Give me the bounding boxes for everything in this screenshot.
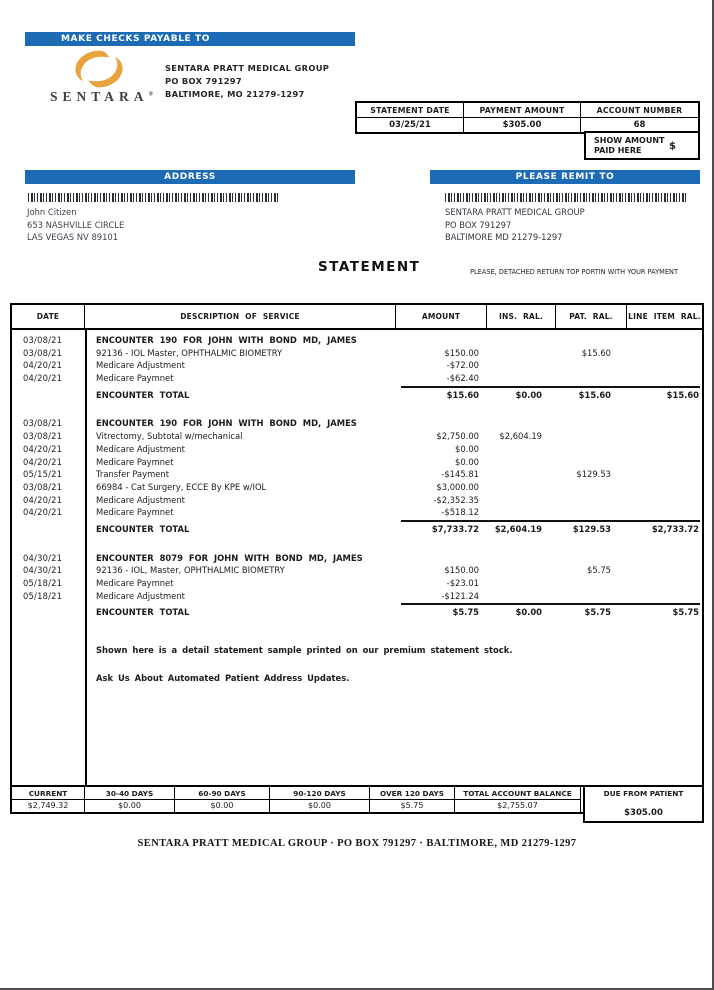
cell-amount: $0.00: [455, 443, 479, 454]
cell-desc: Medicare Adjustment: [96, 590, 185, 601]
cell-ins: $0.00: [515, 389, 542, 400]
account-number-value: 68: [633, 120, 646, 130]
cell-amount: $3,000.00: [436, 481, 479, 492]
table-row: [12, 443, 702, 456]
cell-desc: Medicare Paymnet: [96, 456, 174, 467]
aging-current: CURRENT $2,749.32: [12, 787, 85, 812]
cell-desc: 92136 - IOL, Master, OPHTHALMIC BIOMETRY: [96, 565, 285, 576]
col-header-line-item-bal: LINE ITEM RAL.: [628, 312, 701, 321]
cell-amount: $150.00: [444, 347, 479, 358]
cell-ins: [487, 417, 556, 430]
show-amount-paid-field[interactable]: [584, 131, 700, 160]
cell-desc: ENCOUNTER TOTAL: [96, 607, 190, 618]
payable-line: BALTIMORE, MO 21279-1297: [165, 89, 305, 99]
cell-line: [627, 359, 702, 372]
cell-desc: Medicare Adjustment: [96, 443, 185, 454]
footer-address-line: SENTARA PRATT MEDICAL GROUP · PO BOX 791297 · BALTIMORE, MD 21279-1297: [137, 838, 577, 849]
col-header-description: DESCRIPTION OF SERVICE: [85, 305, 396, 328]
table-row: [12, 481, 702, 494]
cell-ins: [487, 577, 556, 590]
account-number-cell: [581, 103, 698, 132]
statement-date-label: STATEMENT DATE: [357, 103, 463, 118]
remit-pobox: PO BOX 791297: [445, 219, 512, 230]
postal-barcode: [28, 193, 280, 202]
cell-pat: [556, 372, 627, 385]
table-row: [12, 606, 702, 619]
service-table-header: [10, 303, 704, 330]
statement-info-table: [355, 101, 700, 134]
encounter-blocks: [12, 334, 702, 619]
table-row: [12, 564, 702, 577]
due-from-patient-value: $305.00: [624, 808, 663, 818]
payable-to-address: [165, 62, 329, 101]
aging-60-90: 60-90 DAYS $0.00: [175, 787, 270, 812]
statement-title: STATEMENT: [318, 259, 421, 275]
postal-barcode: [445, 193, 687, 202]
table-row: [12, 417, 702, 430]
cell-line: [627, 334, 702, 347]
cell-date: 03/08/21: [23, 335, 63, 345]
cell-date: [12, 606, 85, 619]
table-row: [12, 577, 702, 590]
cell-pat: [556, 359, 627, 372]
payable-line: PO BOX 791297: [165, 76, 242, 86]
cell-line: [627, 468, 702, 481]
cell-date: 04/20/21: [23, 507, 63, 518]
cell-date: 03/08/21: [23, 418, 63, 429]
cell-amount: $15.60: [446, 389, 479, 400]
cell-date: 04/30/21: [23, 565, 63, 576]
encounter-total-rule: [401, 386, 700, 388]
cell-amount: $150.00: [444, 565, 479, 576]
col-header-date: DATE: [12, 305, 85, 328]
cell-pat: [556, 456, 627, 469]
recipient-name: John Citizen: [27, 207, 77, 217]
cell-line: [627, 506, 702, 519]
cell-desc: ENCOUNTER 8079 FOR JOHN WITH BOND MD, JAMES: [96, 552, 363, 563]
cell-pat: $15.60: [578, 389, 611, 400]
cell-date: 04/20/21: [23, 443, 63, 454]
make-checks-payable-bar: MAKE CHECKS PAYABLE TO: [25, 32, 355, 46]
cell-pat: [556, 552, 627, 565]
cell-pat: $5.75: [584, 607, 611, 618]
aging-total-account-balance: TOTAL ACCOUNT BALANCE $2,755.07: [455, 787, 581, 812]
cell-line: [627, 564, 702, 577]
cell-pat: [556, 334, 627, 347]
cell-ins: [487, 359, 556, 372]
currency-symbol: $: [669, 141, 676, 152]
payment-amount-cell: [464, 103, 581, 132]
account-number-label: ACCOUNT NUMBER: [581, 103, 698, 118]
cell-ins: [487, 494, 556, 507]
cell-ins: $2,604.19: [494, 523, 542, 534]
remit-to-address: [445, 206, 585, 244]
cell-ins: [487, 443, 556, 456]
cell-pat: [556, 506, 627, 519]
cell-desc: Medicare Adjustment: [96, 494, 185, 505]
please-remit-to-bar: PLEASE REMIT TO: [430, 170, 700, 184]
sentara-logo-wordmark: [50, 89, 153, 105]
table-row: [12, 506, 702, 519]
cell-amount: -$2,352.35: [433, 494, 479, 505]
table-row: [12, 552, 702, 565]
cell-pat: [556, 590, 627, 603]
cell-amount: $5.75: [452, 607, 479, 618]
cell-date: [12, 389, 85, 402]
col-header-amount: AMOUNT: [396, 305, 487, 328]
cell-date: 04/30/21: [23, 552, 63, 563]
cell-line: [627, 494, 702, 507]
cell-amount: -$62.40: [446, 373, 479, 384]
cell-date: 03/08/21: [23, 347, 63, 358]
remit-city: BALTIMORE MD 21279-1297: [445, 232, 563, 243]
cell-line: [627, 372, 702, 385]
cell-ins: [487, 506, 556, 519]
table-row: [12, 347, 702, 360]
table-row: [12, 494, 702, 507]
cell-desc: 66984 - Cat Surgery, ECCE By KPE w/IOL: [96, 481, 267, 492]
cell-ins: [487, 564, 556, 577]
table-row: [12, 372, 702, 385]
cell-line: [627, 481, 702, 494]
cell-amount: -$72.00: [446, 360, 479, 371]
cell-desc: Vitrectomy, Subtotal w/mechanical: [96, 431, 243, 442]
cell-date: 04/20/21: [23, 360, 63, 371]
cell-desc: ENCOUNTER TOTAL: [96, 389, 190, 400]
table-row: [12, 590, 702, 603]
cell-date: [12, 523, 85, 536]
cell-ins: $0.00: [515, 607, 542, 618]
cell-line: $15.60: [666, 389, 699, 400]
cell-amount: -$145.81: [441, 469, 479, 480]
cell-pat: [556, 430, 627, 443]
cell-desc: ENCOUNTER TOTAL: [96, 523, 190, 534]
cell-pat: $129.53: [576, 469, 611, 480]
sentara-swirl-icon: [70, 48, 128, 90]
cell-ins: [487, 590, 556, 603]
aging-90-120: 90-120 DAYS $0.00: [270, 787, 370, 812]
cell-ins: [487, 481, 556, 494]
cell-line: [627, 590, 702, 603]
address-bar: ADDRESS: [25, 170, 355, 184]
cell-pat: $15.60: [581, 347, 611, 358]
table-row: [12, 456, 702, 469]
cell-ins: [487, 334, 556, 347]
cell-line: [627, 577, 702, 590]
cell-desc: Medicare Adjustment: [96, 360, 185, 371]
cell-amount: $2,750.00: [436, 431, 479, 442]
cell-line: [627, 552, 702, 565]
show-amount-label: SHOW AMOUNT PAID HERE: [594, 136, 665, 155]
encounter-block: [12, 334, 702, 401]
cell-desc: 92136 - IOL Master, OPHTHALMIC BIOMETRY: [96, 347, 283, 358]
cell-line: [627, 417, 702, 430]
cell-desc: Transfer Payment: [96, 469, 170, 480]
table-row: [12, 359, 702, 372]
cell-amount: -$518.12: [441, 507, 479, 518]
cell-date: 05/18/21: [23, 578, 63, 588]
cell-date: 03/08/21: [23, 481, 63, 492]
aging-30-40: 30-40 DAYS $0.00: [85, 787, 175, 812]
encounter-total-rule: [401, 520, 700, 522]
cell-amount: -$23.01: [446, 578, 479, 588]
date-column-divider: [85, 330, 87, 785]
encounter-block: [12, 417, 702, 535]
cell-pat: $5.75: [587, 565, 611, 576]
detach-note: PLEASE, DETACHED RETURN TOP PORTIN WITH YOUR PAYMENT: [470, 268, 678, 276]
recipient-street: 653 NASHVILLE CIRCLE: [27, 219, 125, 230]
due-from-patient-label: DUE FROM PATIENT: [603, 789, 684, 798]
table-row: [12, 523, 702, 536]
cell-pat: [556, 577, 627, 590]
cell-line: [627, 347, 702, 360]
cell-date: 05/18/21: [23, 590, 63, 601]
cell-line: [627, 443, 702, 456]
payment-amount-value: $305.00: [502, 120, 542, 130]
cell-amount: [396, 552, 487, 565]
recipient-city: LAS VEGAS NV 89101: [27, 232, 119, 243]
statement-date-cell: [357, 103, 464, 132]
aging-over-120: OVER 120 DAYS $5.75: [370, 787, 455, 812]
cell-amount: -$121.24: [441, 590, 479, 601]
table-row: [12, 430, 702, 443]
cell-date: 05/15/21: [23, 469, 63, 480]
table-row: [12, 334, 702, 347]
cell-amount: $0.00: [455, 456, 479, 467]
cell-pat: [556, 481, 627, 494]
encounter-total-rule: [401, 603, 700, 605]
cell-desc: Medicare Paymnet: [96, 507, 174, 518]
statement-date-value: 03/25/21: [389, 120, 431, 130]
cell-pat: [556, 417, 627, 430]
cell-ins: [487, 372, 556, 385]
table-row: [12, 389, 702, 402]
cell-line: $2,733.72: [651, 523, 699, 534]
statement-note: Shown here is a detail statement sample printed on our premium statement stock.: [96, 645, 513, 656]
registered-mark: ®: [148, 91, 153, 98]
cell-desc: Medicare Paymnet: [96, 578, 174, 588]
cell-date: 04/20/21: [23, 494, 63, 505]
cell-pat: [556, 443, 627, 456]
cell-line: [627, 456, 702, 469]
cell-ins: [487, 347, 556, 360]
statement-note: Ask Us About Automated Patient Address Updates.: [96, 673, 350, 684]
cell-amount: $7,733.72: [431, 523, 479, 534]
cell-ins: [487, 552, 556, 565]
due-from-patient-box: [583, 785, 704, 823]
cell-pat: [556, 494, 627, 507]
cell-date: 04/20/21: [23, 456, 63, 467]
cell-desc: ENCOUNTER 190 FOR JOHN WITH BOND MD, JAMES: [96, 335, 357, 345]
table-row: [12, 468, 702, 481]
col-header-ins-bal: INS. RAL.: [487, 305, 556, 328]
cell-amount: [396, 417, 487, 430]
cell-desc: Medicare Paymnet: [96, 373, 174, 384]
logo-text: SENTARA: [50, 89, 149, 104]
recipient-address: [27, 206, 124, 244]
cell-amount: [396, 334, 487, 347]
cell-ins: [487, 456, 556, 469]
payable-line: SENTARA PRATT MEDICAL GROUP: [165, 63, 330, 73]
payment-amount-label: PAYMENT AMOUNT: [464, 103, 580, 118]
cell-ins: $2,604.19: [499, 431, 542, 442]
cell-date: 04/20/21: [23, 373, 63, 384]
encounter-block: [12, 552, 702, 619]
remit-name: SENTARA PRATT MEDICAL GROUP: [445, 207, 585, 217]
cell-line: $5.75: [672, 607, 699, 618]
cell-ins: [487, 468, 556, 481]
col-header-pat-bal: PAT. RAL.: [556, 305, 627, 328]
cell-pat: $129.53: [572, 523, 611, 534]
cell-line: [627, 430, 702, 443]
cell-desc: ENCOUNTER 190 FOR JOHN WITH BOND MD, JAMES: [96, 418, 357, 429]
cell-date: 03/08/21: [23, 431, 63, 442]
service-table-body: [10, 330, 704, 785]
